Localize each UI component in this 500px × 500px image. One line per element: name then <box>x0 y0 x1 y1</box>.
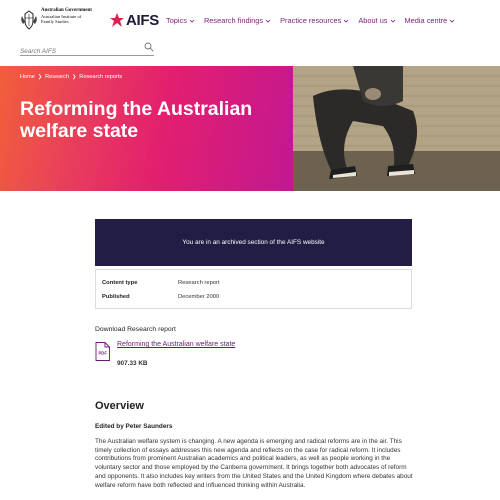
file-size: 907.33 KB <box>117 360 148 367</box>
search-icon[interactable] <box>144 42 154 52</box>
australian-government-logo[interactable] <box>20 8 100 38</box>
coat-of-arms-icon <box>20 10 38 30</box>
meta-key: Content type <box>102 280 138 286</box>
meta-key: Published <box>102 294 130 300</box>
main-nav <box>166 16 455 25</box>
nav-label: Research findings <box>203 16 264 25</box>
metadata-table <box>95 269 412 309</box>
overview-body: The Australian welfare system is changing. A new agenda is emerging and radical reforms are in the air. This timely collection of essays addresses this new agenda and reflects on the case for radical reform. It includes contributions from prominent Australian academics and political leaders, as well as people working in the voluntary sector and those employed by the Canberra government. It brings together both advocates of reform and opponents. It also includes key writers from the United States and the United Kingdom where debates about welfare reform have both reflected and influenced thinking within Australia. <box>95 438 413 489</box>
hero-gradient <box>0 66 293 191</box>
pdf-icon-label: PDF <box>98 350 107 356</box>
hero-banner <box>0 66 500 191</box>
search-input[interactable] <box>20 45 138 59</box>
nav-label: About us <box>358 16 388 25</box>
nav-practice-resources[interactable] <box>280 16 349 25</box>
meta-row-content-type <box>96 277 411 291</box>
archive-notice <box>95 219 412 266</box>
meta-value: December 2000 <box>178 294 220 300</box>
overview-heading: Overview <box>95 400 144 412</box>
meta-value: Research report <box>178 280 220 286</box>
breadcrumb-research[interactable]: Research <box>45 74 70 80</box>
hero-image <box>293 66 500 191</box>
chevron-down-icon <box>390 18 396 24</box>
chevron-right-icon: ❯ <box>72 74 77 80</box>
download-heading: Download Research report <box>95 326 176 333</box>
nav-topics[interactable] <box>166 16 195 25</box>
chevron-down-icon <box>189 18 195 24</box>
nav-label: Topics <box>166 16 187 25</box>
breadcrumb-research-reports[interactable]: Research reports <box>79 74 123 80</box>
page-title: Reforming the Australian welfare state <box>20 98 253 142</box>
archive-notice-text: You are in an archived section of the AIFS website <box>182 239 325 246</box>
gov-logo-text: Australian Government Australian Institute of Family Studies <box>41 8 92 25</box>
aifs-logo-text: AIFS <box>126 11 159 29</box>
search-bar <box>20 40 154 56</box>
breadcrumb-home[interactable]: Home <box>20 74 35 80</box>
nav-about-us[interactable] <box>358 16 395 25</box>
nav-media-centre[interactable] <box>405 16 456 25</box>
chevron-down-icon <box>265 18 271 24</box>
meta-row-published <box>96 291 411 305</box>
site-header <box>0 0 500 66</box>
aifs-star-icon <box>110 13 124 27</box>
download-report-link[interactable]: Reforming the Australian welfare state <box>117 341 236 348</box>
chevron-right-icon: ❯ <box>37 74 43 80</box>
hero-photo-illustration <box>293 66 500 191</box>
aifs-logo[interactable] <box>110 11 159 29</box>
pdf-file-icon[interactable] <box>95 342 110 361</box>
overview-editor: Edited by Peter Saunders <box>95 423 173 430</box>
nav-research-findings[interactable] <box>204 16 271 25</box>
chevron-down-icon <box>343 18 349 24</box>
nav-label: Media centre <box>404 16 448 25</box>
nav-label: Practice resources <box>280 16 342 25</box>
breadcrumb <box>20 74 122 80</box>
chevron-down-icon <box>449 18 455 24</box>
